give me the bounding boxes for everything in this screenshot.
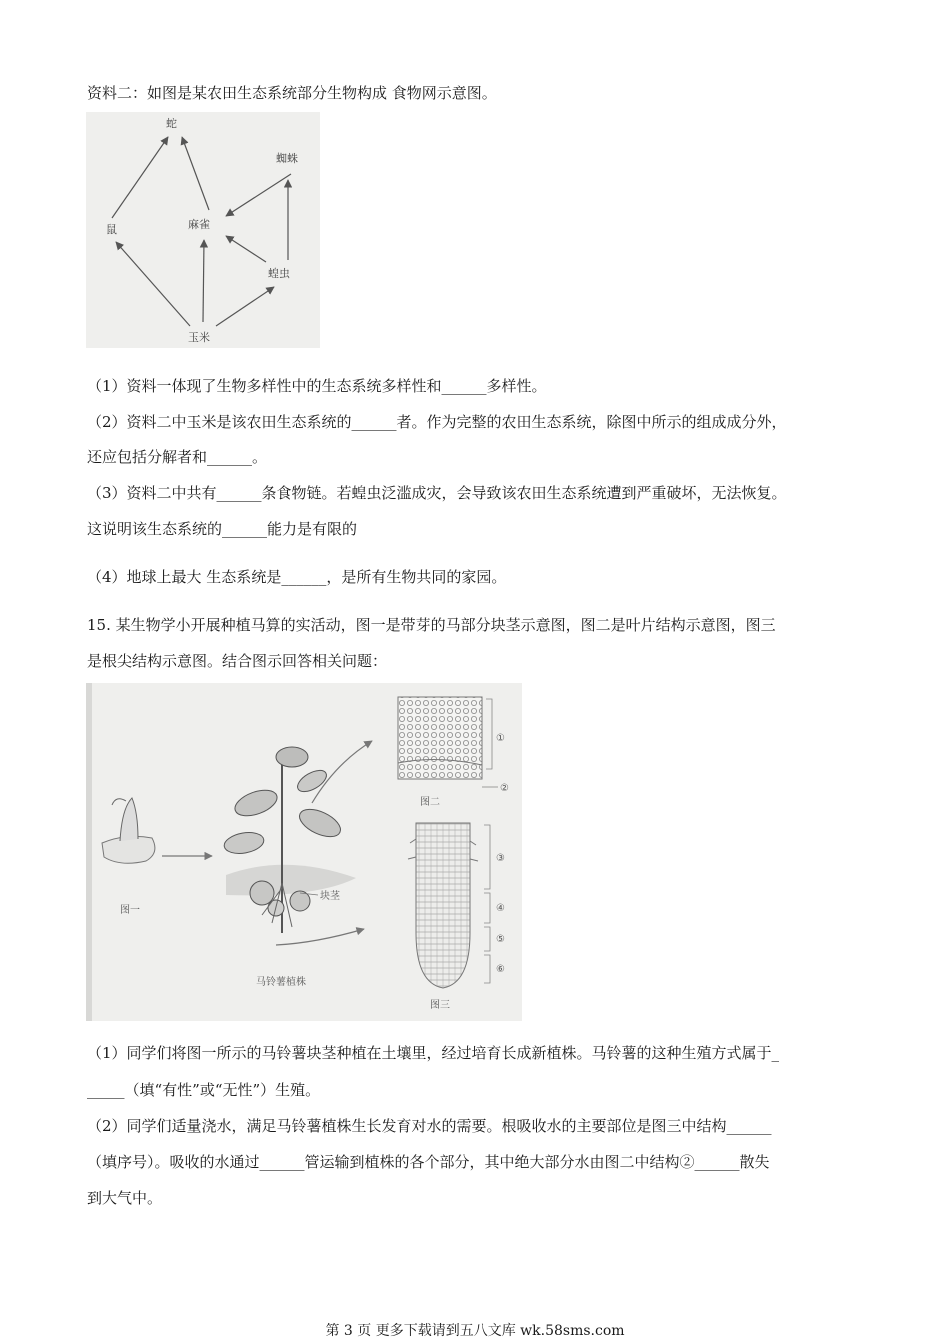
page-footer: 第 3 页 更多下载请到五八文库 wk.58sms.com: [325, 1323, 625, 1339]
node-spider: 蜘蛛: [276, 152, 298, 165]
plant-label: 马铃薯植株: [256, 977, 306, 988]
q14-part3-line1: （3）资料二中共有______条食物链。若蝗虫泛滥成灾，会导致该农田生态系统遭到严重破坏，无法恢复。: [87, 484, 787, 502]
node-snake: 蛇: [166, 117, 177, 130]
mark-4: ④: [496, 903, 505, 914]
mark-2: ②: [500, 783, 509, 794]
mark-6: ⑥: [496, 964, 505, 975]
node-corn: 玉米: [188, 331, 210, 344]
tuber-label: 块茎: [320, 891, 340, 902]
q14-part1: （1）资料一体现了生物多样性中的生态系统多样性和______多样性。: [87, 377, 547, 395]
q15-part2-line3: 到大气中。: [87, 1189, 163, 1207]
q14-part4: （4）地球上最大 生态系统是______，是所有生物共同的家园。: [87, 568, 507, 586]
q15-stem-line2: 是根尖结构示意图。结合图示回答相关问题：: [87, 652, 388, 670]
node-sparrow: 麻雀: [188, 218, 210, 231]
material2-text: 资料二：如图是某农田生态系统部分生物构成 食物网示意图。: [87, 84, 497, 102]
potato-plant-figure: [86, 683, 522, 1021]
node-locust: 蝗虫: [268, 267, 290, 280]
node-mouse: 鼠: [106, 223, 117, 236]
food-web-diagram: [86, 112, 320, 348]
q15-part1-line2: _____（填“有性”或“无性”）生殖。: [87, 1081, 321, 1099]
fig3-label: 图三: [430, 1000, 450, 1011]
q14-part3-line2: 这说明该生态系统的______能力是有限的: [87, 520, 358, 538]
fig1-label: 图一: [120, 905, 140, 916]
q15-part2-line2: （填序号）。吸收的水通过______管运输到植株的各个部分，其中绝大部分水由图二中结构②______散失: [87, 1153, 770, 1171]
q15-part1-line1: （1）同学们将图一所示的马铃薯块茎种植在土壤里，经过培育长成新植株。马铃薯的这种生殖方式属于_: [87, 1044, 780, 1062]
q15-stem-line1: 15. 某生物学小开展种植马算的实活动，图一是带芽的马部分块茎示意图，图二是叶片结构示意图，图三: [87, 616, 776, 634]
q14-part2-line1: （2）资料二中玉米是该农田生态系统的______者。作为完整的农田生态系统，除图中所示的组成成分外，: [87, 413, 787, 431]
mark-1: ①: [496, 733, 505, 744]
q15-part2-line1: （2）同学们适量浇水，满足马铃薯植株生长发育对水的需要。根吸收水的主要部位是图三中结构______: [87, 1117, 772, 1135]
mark-5: ⑤: [496, 934, 505, 945]
leaf-cross-section: [398, 697, 482, 779]
fig2-label: 图二: [420, 797, 440, 808]
q14-part2-line2: 还应包括分解者和______。: [87, 448, 268, 466]
mark-3: ③: [496, 853, 505, 864]
